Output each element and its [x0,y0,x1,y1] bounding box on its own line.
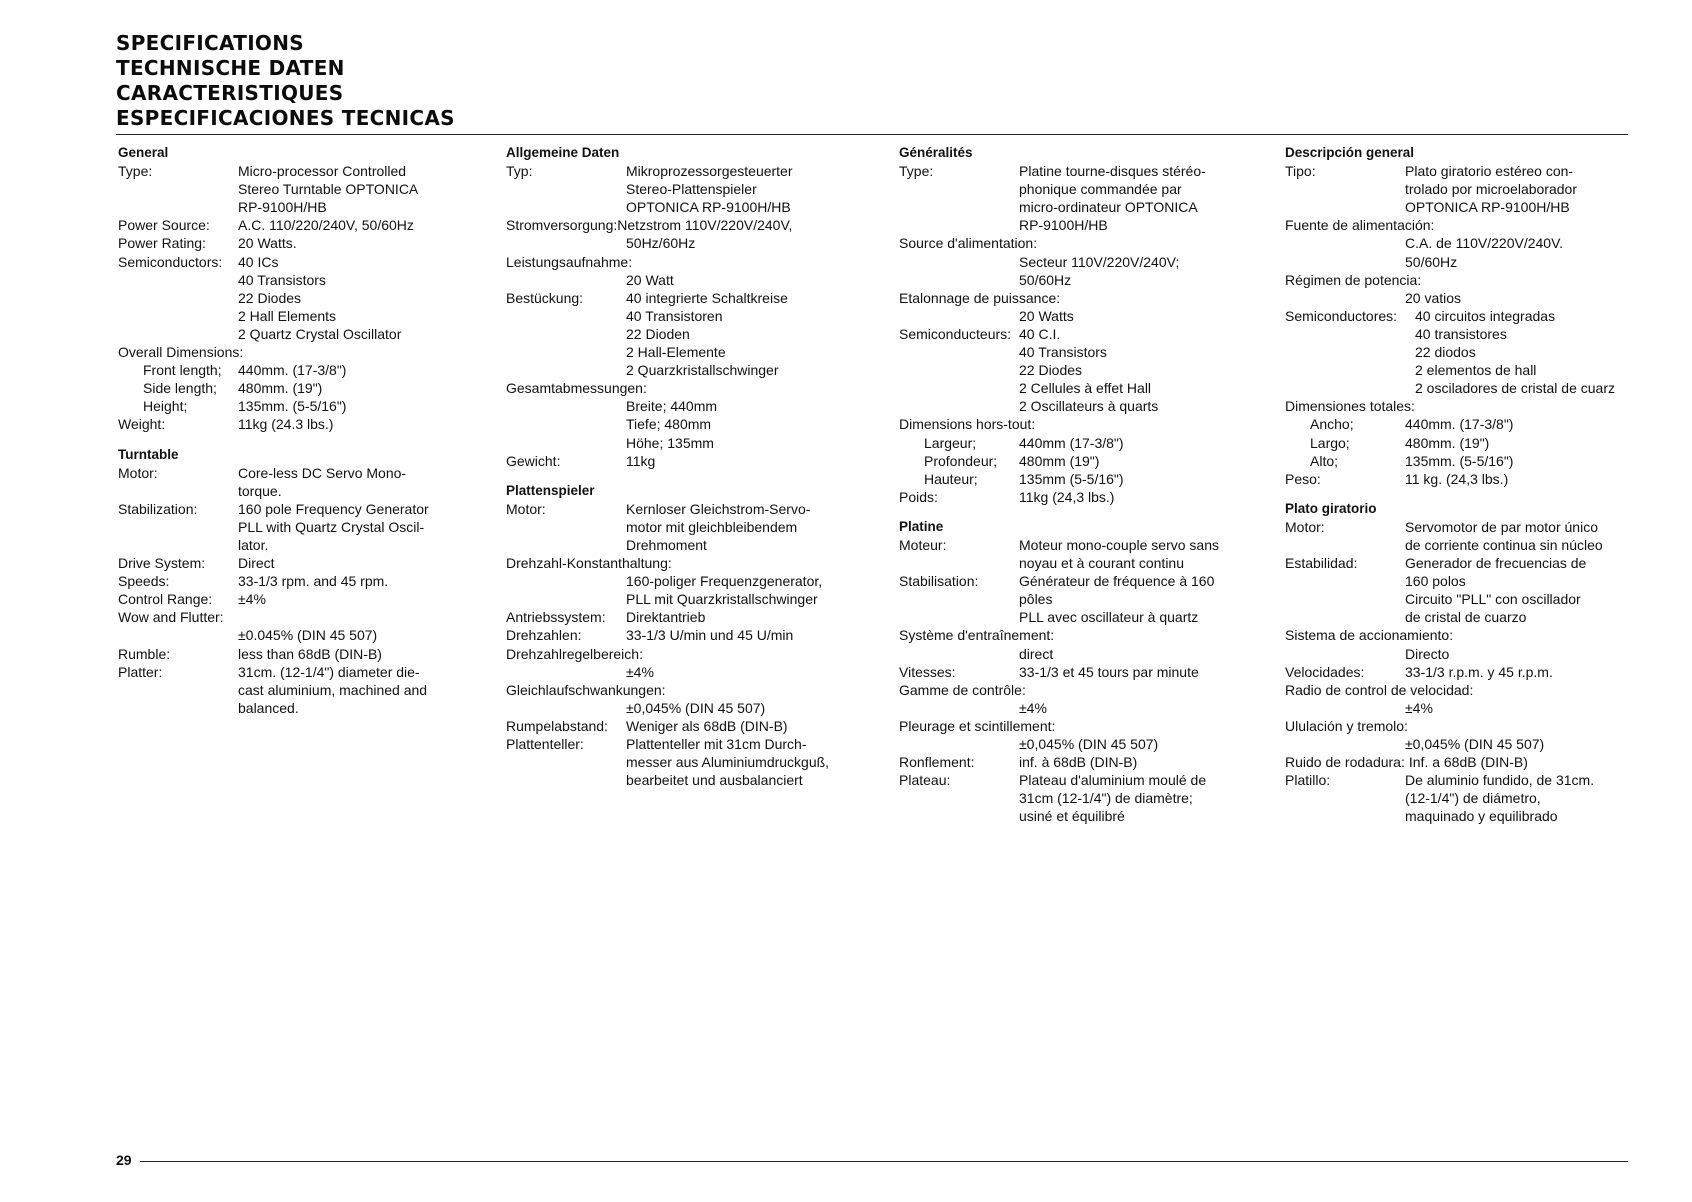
spec-value: 2 Hall-Elemente [626,344,726,361]
spec-label: Drive System: [118,555,206,572]
spec-label: Moteur: [899,536,947,553]
spec-value: maquinado y equilibrado [1405,808,1558,825]
spec-value: micro-ordinateur OPTONICA [1019,199,1198,216]
page-titles [116,31,455,131]
spec-label: Semiconductors: [118,253,223,270]
spec-label: Dimensiones totales: [1285,398,1415,415]
spec-value: 135mm. (5-5/16") [1405,452,1514,469]
spec-value: 440mm (17-3/8") [1019,434,1124,451]
spec-value: Mikroprozessorgesteuerter [626,163,793,180]
spec-label: Drehzahlen: [506,627,582,644]
spec-label: Régimen de potencia: [1285,271,1422,288]
spec-value: 31cm. (12-1/4") diameter die- [238,663,420,680]
spec-value: 11kg (24,3 lbs.) [1019,488,1115,505]
spec-value: Weniger als 68dB (DIN-B) [626,717,788,734]
spec-value: Netzstrom 110V/220V/240V, [617,217,793,234]
spec-value: Direct [238,555,275,572]
column-english [118,144,478,717]
section-heading: General [118,145,169,160]
spec-label: Stabilization: [118,500,198,517]
spec-value: lator. [238,536,269,553]
spec-label: Peso: [1285,470,1321,487]
spec-value: 33-1/3 et 45 tours par minute [1019,663,1199,680]
spec-label: Ululación y tremolo: [1285,717,1408,734]
spec-value: RP-9100H/HB [238,199,327,216]
spec-value: Höhe; 135mm [626,434,714,451]
spec-label: Gleichlaufschwankungen: [506,681,666,698]
spec-label: Tipo: [1285,163,1316,180]
spec-value: De aluminio fundido, de 31cm. [1405,772,1595,789]
spec-value: 40 Transistoren [626,307,723,324]
spec-value: 480mm. (19") [238,380,323,397]
spec-value: C.A. de 110V/220V/240V. [1405,235,1564,252]
spec-label: Stromversorgung: [506,217,618,234]
spec-value: 40 ICs [238,253,279,270]
spec-value: Directo [1405,645,1450,662]
spec-value: 40 integrierte Schaltkreise [626,289,788,306]
spec-value: Platine tourne-disques stéréo- [1019,163,1206,180]
spec-value: 22 Diodes [1019,362,1083,379]
spec-value: Plato giratorio estéreo con- [1405,163,1574,180]
spec-label: Bestückung: [506,289,584,306]
spec-label: Plateau: [899,772,951,789]
spec-value: Générateur de fréquence à 160 [1019,573,1215,590]
spec-value: Stereo-Plattenspieler [626,181,757,198]
spec-value: trolado por microelaborador [1405,181,1577,198]
spec-label: Weight: [118,416,166,433]
spec-label: Leistungsaufnahme: [506,253,633,270]
spec-value: 22 diodos [1415,344,1476,361]
spec-label: Height; [143,398,188,415]
spec-value: 160-poliger Frequenzgenerator, [626,573,823,590]
spec-value: 20 Watts. [238,235,297,252]
column-german [506,144,876,789]
spec-label: Drehzahl-Konstanthaltung: [506,555,672,572]
spec-value: ±0,045% (DIN 45 507) [1019,736,1159,752]
spec-value: 33-1/3 rpm. and 45 rpm. [238,573,389,590]
spec-value: 135mm. (5-5/16") [238,398,347,415]
title-de: TECHNISCHE DATEN [116,56,345,80]
title-en: SPECIFICATIONS [116,31,304,55]
spec-value: 11kg [626,452,656,469]
spec-label: Largeur; [924,434,977,451]
spec-value: ±0,045% (DIN 45 507) [1405,736,1545,752]
spec-label: Ancho; [1310,416,1354,433]
section-heading: Plattenspieler [506,482,595,498]
spec-value: Kernloser Gleichstrom-Servo- [626,500,811,517]
spec-value: 2 Quartz Crystal Oscillator [238,325,402,342]
section-heading: Plato giratorio [1285,500,1377,516]
spec-label: Speeds: [118,573,170,590]
spec-value: PLL mit Quarzkristallschwinger [626,591,818,608]
spec-value: ±4% [238,591,266,608]
spec-label: Source d'alimentation: [899,235,1038,252]
spec-label: Type: [899,163,934,180]
spec-label: Semiconductores: [1285,307,1398,324]
spec-value: ±0.045% (DIN 45 507) [238,627,378,644]
spec-value: 33-1/3 U/min und 45 U/min [626,627,794,644]
spec-value: 2 Oscillateurs à quarts [1019,398,1159,415]
page-number: 29 [116,1152,132,1168]
spec-value: Plateau d'aluminium moulé de [1019,772,1207,789]
spec-value: RP-9100H/HB [1019,217,1108,234]
spec-value: 2 Quarzkristallschwinger [626,362,779,379]
spec-value: noyau et à courant continu [1019,555,1185,572]
spec-value: 40 Transistors [238,271,326,288]
spec-label: Gewicht: [506,452,561,469]
spec-value: 40 Transistors [1019,344,1107,361]
header-rule [116,134,1628,135]
spec-value: 22 Dioden [626,325,690,342]
spec-value: 2 Hall Elements [238,307,337,324]
spec-value: ±4% [1019,699,1047,716]
spec-value: 50Hz/60Hz [626,235,696,252]
spec-value: 2 osciladores de cristal de cuarz [1415,380,1615,397]
spec-value: ±4% [626,663,654,680]
spec-value: 2 elementos de hall [1415,362,1537,379]
spec-value: 22 Diodes [238,289,302,306]
spec-label: Système d'entraînement: [899,627,1055,644]
spec-value: 40 C.I. [1019,325,1061,342]
spec-label: Platter: [118,663,163,680]
spec-label: Ronflement: [899,754,975,771]
spec-label: Plattenteller: [506,736,584,752]
spec-label: Fuente de alimentación: [1285,217,1435,234]
spec-label: Power Source: [118,217,210,234]
spec-label: Motor: [1285,518,1325,535]
spec-value: OPTONICA RP-9100H/HB [1405,199,1570,216]
spec-value: 50/60Hz [1019,271,1072,288]
spec-value: de corriente continua sin núcleo [1405,536,1603,553]
spec-value: 50/60Hz [1405,253,1458,270]
spec-value: 2 Cellules à effet Hall [1019,380,1152,397]
section-heading: Descripción general [1285,145,1415,160]
spec-label: Radio de control de velocidad: [1285,681,1474,698]
spec-value: Servomotor de par motor único [1405,518,1598,535]
spec-value: phonique commandée par [1019,181,1182,198]
spec-value: 20 Watt [626,271,674,288]
spec-value: PLL with Quartz Crystal Oscil- [238,518,425,535]
spec-value: inf. à 68dB (DIN-B) [1019,754,1138,771]
spec-label: Typ: [506,163,533,180]
spec-value: Inf. a 68dB (DIN-B) [1408,754,1528,771]
spec-label: Wow and Flutter: [118,609,224,626]
section-heading: Turntable [118,446,179,462]
spec-value: 11kg (24.3 lbs.) [238,416,334,433]
spec-value: Moteur mono-couple servo sans [1019,536,1219,553]
spec-label: Vitesses: [899,663,956,680]
spec-label: Pleurage et scintillement: [899,717,1056,734]
column-french [899,144,1269,825]
spec-label: Velocidades: [1285,663,1365,680]
spec-value: Plattenteller mit 31cm Durch- [626,736,807,752]
spec-value: Stereo Turntable OPTONICA [238,181,419,198]
section-heading: Généralités [899,145,973,160]
spec-value: 40 transistores [1415,325,1507,342]
spec-value: messer aus Aluminiumdruckguß, [626,754,830,771]
spec-value: Generador de frecuencias de [1405,555,1587,572]
spec-value: 135mm (5-5/16") [1019,470,1124,487]
spec-label: Semiconducteurs: [899,325,1012,342]
spec-value: torque. [238,482,282,499]
spec-label: Profondeur; [924,452,998,469]
spec-value: usiné et équilibré [1019,808,1125,825]
spec-label: Front length; [143,362,222,379]
spec-label: Poids: [899,488,938,505]
spec-value: 20 Watts [1019,307,1074,324]
spec-value: bearbeitet und ausbalanciert [626,772,803,789]
title-es: ESPECIFICACIONES TECNICAS [116,106,455,130]
spec-value: Secteur 110V/220V/240V; [1019,253,1180,270]
spec-label: Drehzahlregelbereich: [506,645,643,662]
spec-label: Estabilidad: [1285,555,1358,572]
spec-value: 160 pole Frequency Generator [238,500,429,517]
spec-value: 480mm. (19") [1405,434,1490,451]
section-heading: Platine [899,518,944,534]
spec-value: 40 circuitos integradas [1415,307,1556,324]
spec-value: Direktantrieb [626,609,706,626]
spec-value: pôles [1019,591,1053,608]
spec-label: Rumble: [118,645,171,662]
spec-label: Rumpelabstand: [506,717,608,734]
spec-value: balanced. [238,699,299,716]
spec-label: Gesamtabmessungen: [506,380,647,397]
spec-value: 440mm. (17-3/8") [1405,416,1514,433]
spec-value: less than 68dB (DIN-B) [238,645,382,662]
spec-label: Side length; [143,380,217,397]
spec-label: Antriebssystem: [506,609,606,626]
spec-label: Motor: [118,464,158,481]
spec-label: Gamme de contrôle: [899,681,1026,698]
spec-label: Alto; [1310,452,1339,469]
spec-value: direct [1019,645,1054,662]
spec-value: 33-1/3 r.p.m. y 45 r.p.m. [1405,663,1553,680]
spec-value: ±4% [1405,699,1433,716]
spec-label: Type: [118,163,153,180]
spec-value: Breite; 440mm [626,398,718,415]
footer-rule [140,1161,1628,1162]
spec-label: Platillo: [1285,772,1331,789]
spec-value: 31cm (12-1/4") de diamètre; [1019,790,1193,807]
section-heading: Allgemeine Daten [506,145,620,160]
spec-value: Circuito "PLL" con oscillador [1405,591,1581,608]
spec-label: Dimensions hors-tout: [899,416,1036,433]
spec-label: Power Rating: [118,235,206,252]
spec-label: Hauteur; [924,470,978,487]
spec-value: OPTONICA RP-9100H/HB [626,199,791,216]
title-fr: CARACTERISTIQUES [116,81,344,105]
spec-value: motor mit gleichbleibendem [626,518,798,535]
spec-value: Tiefe; 480mm [626,416,712,433]
spec-label: Etalonnage de puissance: [899,289,1061,306]
spec-value: A.C. 110/220/240V, 50/60Hz [238,217,414,234]
spec-value: (12-1/4") de diámetro, [1405,790,1541,807]
column-spanish [1285,144,1665,825]
spec-value: 480mm (19") [1019,452,1100,469]
spec-label: Ruido de rodadura: [1285,754,1405,771]
spec-label: Control Range: [118,591,213,608]
spec-value: Micro-processor Controlled [238,163,407,180]
spec-value: 20 vatios [1405,289,1462,306]
spec-value: ±0,045% (DIN 45 507) [626,699,766,716]
spec-value: PLL avec oscillateur à quartz [1019,609,1199,626]
spec-label: Stabilisation: [899,573,979,590]
spec-label: Motor: [506,500,546,517]
spec-label: Overall Dimensions: [118,344,244,361]
spec-value: Core-less DC Servo Mono- [238,464,407,481]
spec-value: Drehmoment [626,536,707,553]
spec-value: 11 kg. (24,3 lbs.) [1405,470,1509,487]
spec-value: de cristal de cuarzo [1405,609,1527,626]
spec-label: Sistema de accionamiento: [1285,627,1454,644]
spec-value: cast aluminium, machined and [238,681,428,698]
spec-value: 160 polos [1405,573,1466,590]
spec-value: 440mm. (17-3/8") [238,362,347,379]
spec-label: Largo; [1310,434,1350,451]
